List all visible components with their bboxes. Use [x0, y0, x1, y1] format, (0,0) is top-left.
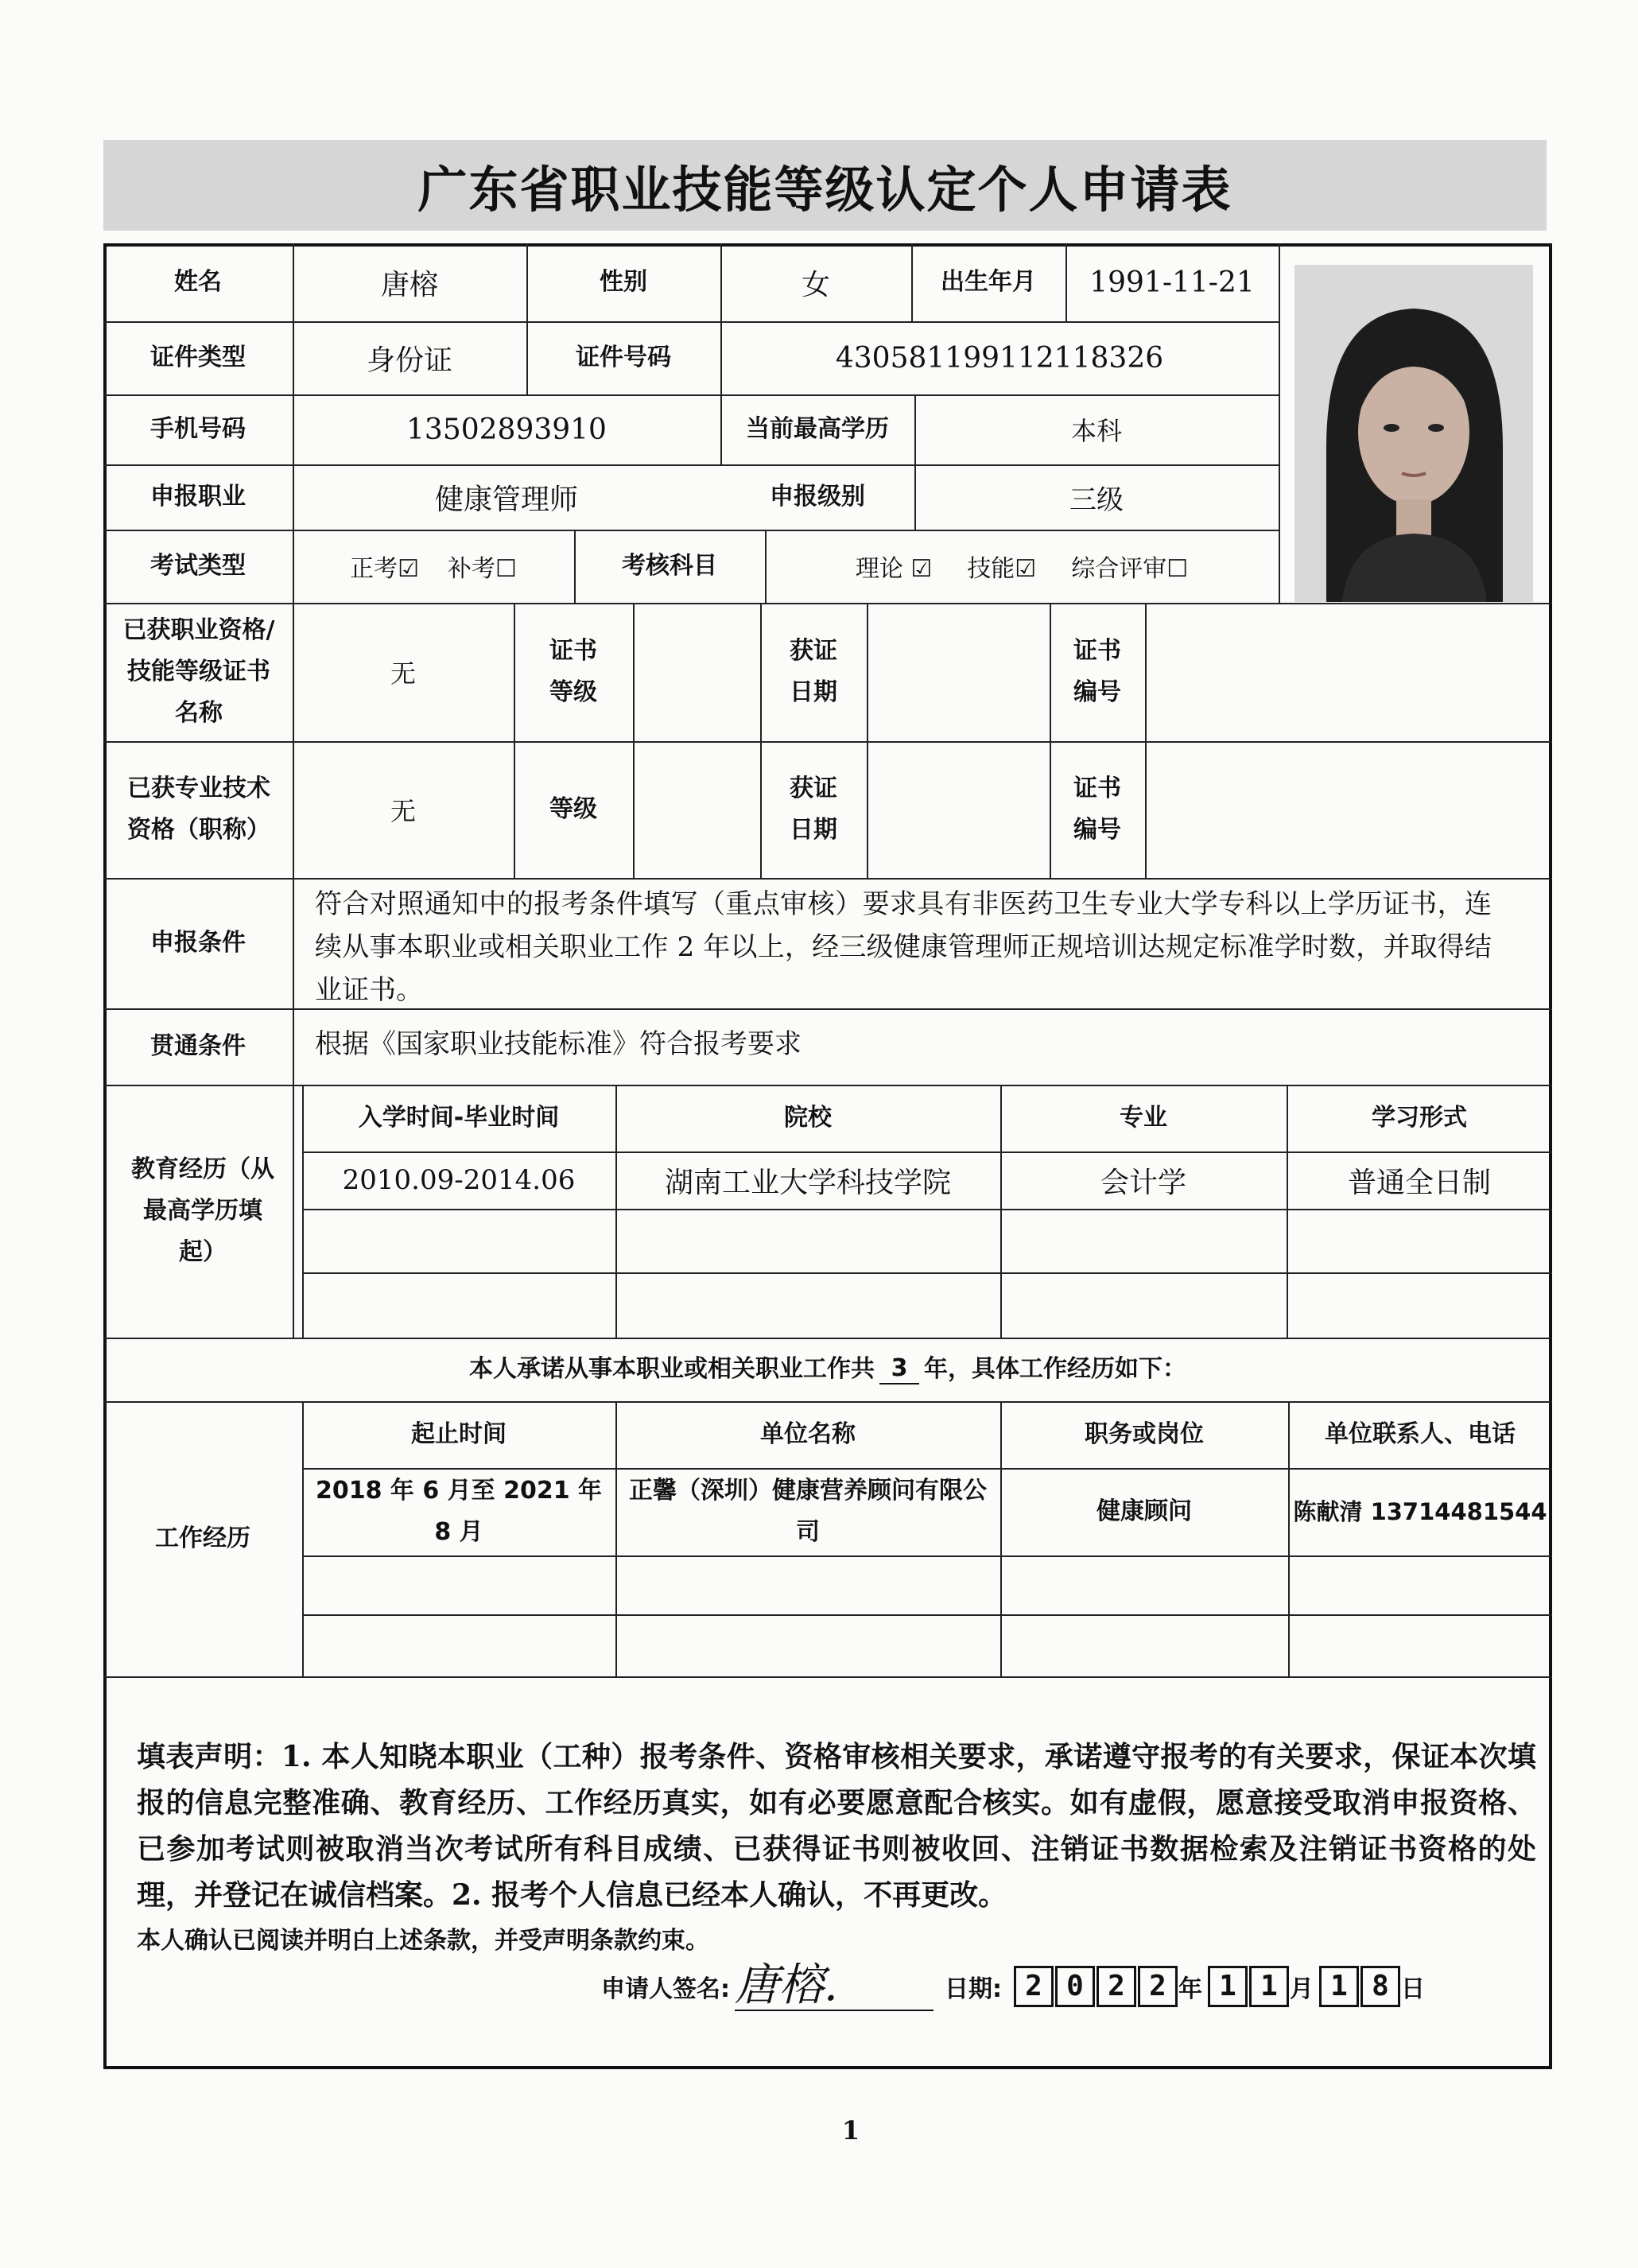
title-grade-label: 等级: [549, 795, 597, 823]
sign-label: 申请人签名:: [601, 1975, 730, 2003]
year-digit-1: 2: [1014, 1966, 1054, 2007]
id-no-label: 证件号码: [576, 344, 671, 371]
work-header-position: 职务或岗位: [1085, 1420, 1204, 1448]
work-row-company: 正馨（深圳）健康营养顾问有限公司: [629, 1477, 987, 1546]
work-label: 工作经历: [155, 1524, 250, 1552]
day-unit: 日: [1401, 1975, 1425, 2003]
date-label: 日期:: [945, 1975, 1002, 2003]
level-value: 三级: [1069, 484, 1124, 516]
edu-label: 当前最高学历: [746, 415, 889, 443]
year-digit-4: 2: [1138, 1966, 1178, 2007]
cert-grade-label: 证书等级: [549, 637, 597, 706]
title-no-label: 证书编号: [1073, 775, 1121, 844]
exam-type-label: 考试类型: [150, 552, 246, 580]
work-header-contact: 单位联系人、电话: [1325, 1420, 1516, 1448]
through-label: 贯通条件: [150, 1032, 246, 1060]
name-label: 姓名: [174, 268, 222, 296]
form-title: 广东省职业技能等级认定个人申请表: [417, 160, 1232, 219]
birth-value: 1991-11-21: [1089, 266, 1255, 299]
signature-row: [601, 1955, 1425, 2018]
title-date-label: 获证日期: [790, 775, 837, 844]
applicant-photo: [1294, 265, 1533, 602]
work-row-contact: 陈献清 13714481544: [1293, 1498, 1547, 1525]
cert-name-label: 已获职业资格/技能等级证书名称: [122, 616, 275, 727]
gender-label: 性别: [600, 268, 647, 296]
year-digit-3: 2: [1097, 1966, 1136, 2007]
date-month: [1207, 1966, 1290, 2007]
bukao-checkbox[interactable]: 补考☐: [448, 555, 517, 583]
subject-label: 考核科目: [622, 552, 717, 580]
condition-label: 申报条件: [150, 929, 246, 957]
gender-value: 女: [801, 268, 830, 301]
year-unit: 年: [1178, 1975, 1202, 2003]
work-row-position: 健康顾问: [1097, 1497, 1192, 1525]
job-label: 申报职业: [150, 483, 246, 511]
edu-row-period: 2010.09-2014.06: [342, 1164, 576, 1196]
month-unit: 月: [1290, 1975, 1314, 2003]
education-label: 教育经历（从最高学历填起）: [131, 1155, 274, 1266]
page-number: 1: [841, 2115, 860, 2146]
date-day: [1318, 1966, 1401, 2007]
title-qual-label: 已获专业技术资格（职称）: [127, 775, 270, 844]
jineng-checkbox[interactable]: 技能☑: [967, 555, 1037, 583]
edu-row-major: 会计学: [1100, 1166, 1186, 1199]
condition-text: 符合对照通知中的报考条件填写（重点审核）要求具有非医药卫生专业大学专科以上学历证书，连续从事本职业或相关职业工作 2 年以上，经三级健康管理师正规培训达规定标准学时数，并取得结业证书。: [315, 888, 1492, 1006]
through-text: 根据《国家职业技能标准》符合报考要求: [315, 1028, 802, 1060]
commit-years: 3: [879, 1354, 919, 1384]
edu-row-mode: 普通全日制: [1347, 1166, 1491, 1199]
level-label: 申报级别: [770, 483, 865, 511]
lilun-checkbox[interactable]: 理论 ☑: [855, 555, 933, 583]
day-digit-1: 1: [1319, 1966, 1359, 2007]
work-row-period: 2018 年 6 月至 2021 年 8 月: [315, 1477, 603, 1546]
year-digit-2: 0: [1055, 1966, 1095, 2007]
edu-header-school: 院校: [784, 1104, 832, 1132]
work-commitment: [103, 1338, 1552, 1401]
birth-label: 出生年月: [941, 268, 1036, 296]
month-digit-1: 1: [1208, 1966, 1248, 2007]
id-no-value: 430581199112118326: [835, 341, 1164, 375]
exam-type-options: [293, 530, 574, 603]
work-header-period: 起止时间: [411, 1420, 507, 1448]
cert-date-label: 获证日期: [790, 637, 837, 706]
cert-no-label: 证书编号: [1073, 637, 1121, 706]
cert-name-value: 无: [390, 658, 416, 689]
day-digit-2: 8: [1360, 1966, 1400, 2007]
edu-value: 本科: [1070, 416, 1122, 446]
declaration-text: 填表声明：1. 本人知晓本职业（工种）报考条件、资格审核相关要求，承诺遵守报考的有关要求，保证本次填报的信息完整准确、教育经历、工作经历真实，如有必要愿意配合核实。如有虚假，愿意接受取消申报资格、已参加考试则被取消当次考试所有科目成绩、已获得证书则被收回、注销证书数据检索及注销证书资格的处理，并登记在诚信档案。2. 报考个人信息已经本人确认，不再更改。: [137, 1740, 1536, 1912]
id-type-value: 身份证: [366, 344, 452, 377]
job-value: 健康管理师: [434, 483, 578, 516]
edu-row-school: 湖南工业大学科技学院: [664, 1166, 951, 1199]
month-digit-2: 1: [1249, 1966, 1289, 2007]
zhengkao-checkbox[interactable]: 正考☑: [350, 555, 419, 583]
commit-prefix: 本人承诺从事本职业或相关职业工作共: [469, 1355, 875, 1383]
name-value: 唐榕: [380, 268, 438, 301]
edu-header-mode: 学习形式: [1372, 1104, 1467, 1132]
work-header-company: 单位名称: [760, 1420, 856, 1448]
applicant-signature: 唐榕.: [735, 1962, 934, 2011]
title-banner: [103, 140, 1547, 231]
commit-suffix: 年，具体工作经历如下：: [924, 1355, 1186, 1383]
phone-value: 13502893910: [406, 413, 607, 446]
id-type-label: 证件类型: [150, 344, 246, 371]
edu-header-major: 专业: [1120, 1104, 1167, 1132]
zonghe-checkbox[interactable]: 综合评审☐: [1071, 555, 1189, 583]
confirm-text: 本人确认已阅读并明白上述条款，并受声明条款约束。: [137, 1927, 709, 1955]
title-qual-value: 无: [390, 796, 416, 826]
date-year: [1013, 1966, 1178, 2007]
subject-options: [765, 530, 1279, 603]
phone-label: 手机号码: [150, 415, 246, 443]
edu-header-period: 入学时间-毕业时间: [358, 1104, 560, 1132]
